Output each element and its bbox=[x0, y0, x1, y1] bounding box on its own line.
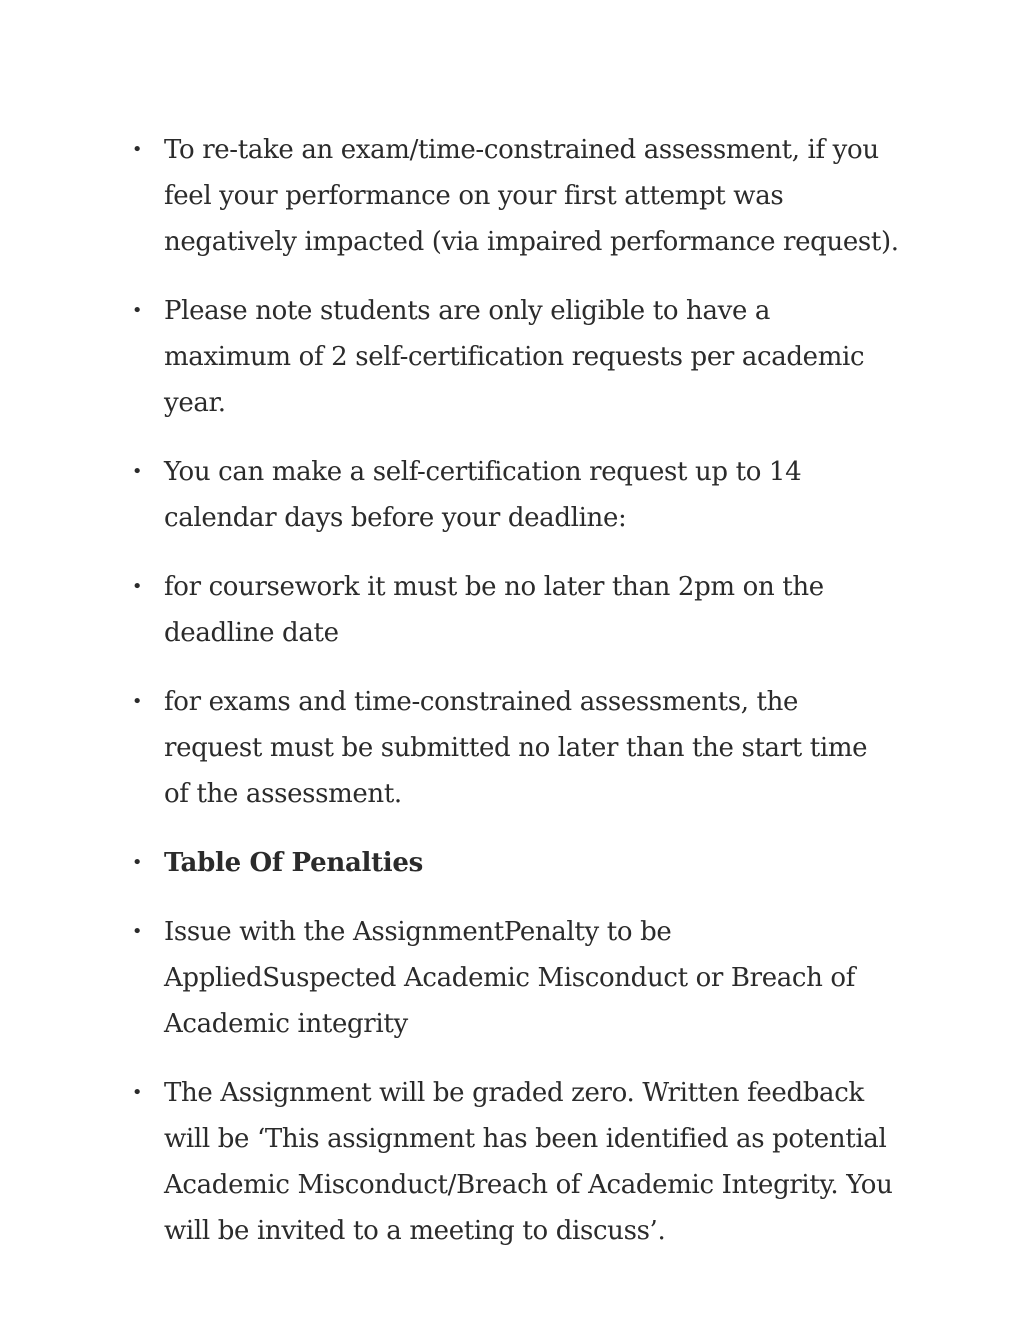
list-item bbox=[0, 679, 899, 817]
bullet-icon: • bbox=[131, 576, 143, 597]
bullet-icon: • bbox=[131, 691, 143, 712]
list-item bbox=[0, 909, 899, 1047]
bullet-icon: • bbox=[131, 852, 143, 873]
list-item-text: The Assignment will be graded zero. Written feedback will be ‘This assignment has been identified as potential Academic Misconduct/Breach of Academic Integrity. You will be invited to a meeting to discuss’. bbox=[164, 1078, 893, 1246]
bullet-list bbox=[0, 127, 1024, 1277]
list-item-text: for exams and time-constrained assessments, the request must be submitted no later than the start time of the assessment. bbox=[164, 687, 868, 809]
list-item-text: You can make a self-certification request up to 14 calendar days before your deadline: bbox=[164, 457, 802, 533]
list-item bbox=[0, 449, 899, 541]
bullet-icon: • bbox=[131, 921, 143, 942]
bullet-icon: • bbox=[131, 1082, 143, 1103]
list-item bbox=[0, 1070, 899, 1254]
bullet-icon: • bbox=[131, 300, 143, 321]
list-item bbox=[0, 288, 899, 426]
bullet-icon: • bbox=[131, 461, 143, 482]
bullet-icon: • bbox=[131, 139, 143, 160]
list-item-text: Issue with the AssignmentPenalty to be AppliedSuspected Academic Misconduct or Breach of Academic integrity bbox=[164, 917, 855, 1039]
list-item bbox=[0, 564, 899, 656]
section-heading: Table Of Penalties bbox=[164, 848, 423, 878]
list-item-text: To re-take an exam/time-constrained assessment, if you feel your performance on your first attempt was negatively impacted (via impaired performance request). bbox=[164, 135, 899, 257]
list-item-text: Please note students are only eligible to have a maximum of 2 self-certification requests per academic year. bbox=[164, 296, 865, 418]
list-item bbox=[0, 127, 899, 265]
list-item-text: for coursework it must be no later than 2pm on the deadline date bbox=[164, 572, 824, 648]
section-heading-item bbox=[0, 840, 899, 886]
